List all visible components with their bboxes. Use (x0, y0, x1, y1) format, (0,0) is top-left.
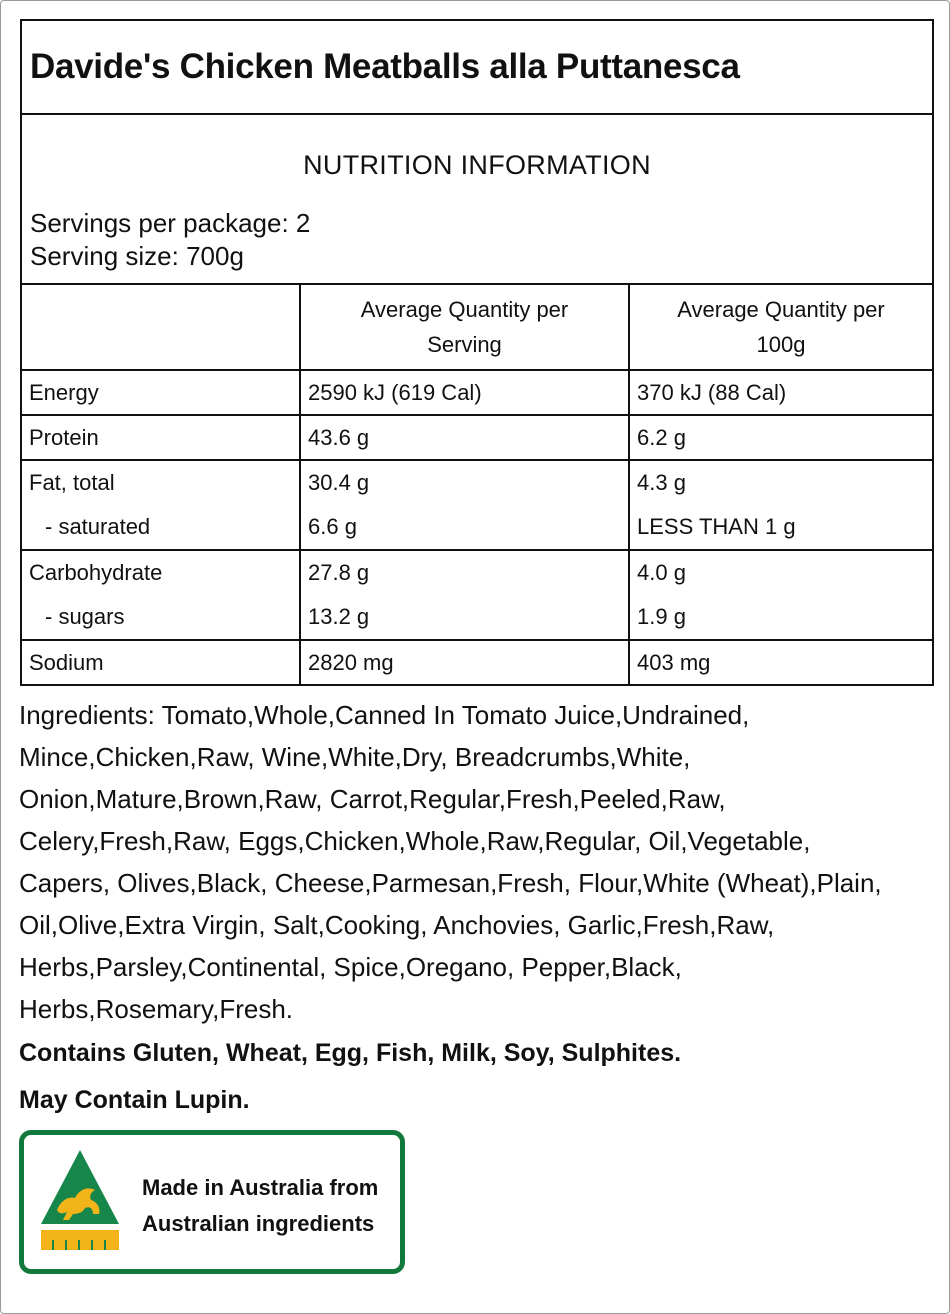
carbohydrate-label: Carbohydrate (29, 560, 163, 585)
badge-text-line1: Made in Australia from (142, 1175, 379, 1200)
table-header-row (22, 285, 932, 370)
fat-total-per-serving: 30.4 g (308, 470, 370, 495)
saturated-per-100g: LESS THAN 1 g (637, 514, 796, 539)
australian-made-kangaroo-icon (39, 1148, 121, 1254)
sodium-label: Sodium (22, 640, 300, 684)
product-title: Davide's Chicken Meatballs alla Puttanesca (30, 47, 740, 86)
australian-made-badge (19, 1130, 405, 1274)
sodium-per-serving: 2820 mg (300, 640, 629, 684)
contains-allergens: Contains Gluten, Wheat, Egg, Fish, Milk, Soy, Sulphites. (19, 1039, 682, 1067)
fat-per-serving-cell (300, 460, 629, 550)
fat-per-100g-cell (629, 460, 932, 550)
ingredients-line: Herbs,Rosemary,Fresh. (19, 994, 294, 1024)
nutrition-table (22, 285, 932, 684)
saturated-label: - saturated (45, 514, 151, 539)
header-per-serving (300, 285, 629, 370)
fat-total-label: Fat, total (29, 470, 115, 495)
carb-label-cell (22, 550, 300, 640)
sugars-label: - sugars (45, 604, 125, 629)
sugars-per-serving: 13.2 g (308, 604, 370, 629)
ingredients-line: Celery,Fresh,Raw, Eggs,Chicken,Whole,Raw,Regular, Oil,Vegetable, (19, 826, 811, 856)
header-per-serving-line2: Serving (427, 332, 502, 357)
ingredients-line: Capers, Olives,Black, Cheese,Parmesan,Fresh, Flour,White (Wheat),Plain, (19, 868, 882, 898)
ingredients-line: Onion,Mature,Brown,Raw, Carrot,Regular,Fresh,Peeled,Raw, (19, 784, 726, 814)
energy-label: Energy (22, 370, 300, 415)
fat-total-per-100g: 4.3 g (637, 470, 686, 495)
servings-per-package: Servings per package: 2 (30, 208, 311, 238)
protein-per-serving: 43.6 g (300, 415, 629, 460)
sugars-per-100g: 1.9 g (637, 604, 686, 629)
fat-label-cell (22, 460, 300, 550)
may-contain-allergens: May Contain Lupin. (19, 1086, 250, 1114)
carb-per-serving-cell (300, 550, 629, 640)
ingredients-line: Mince,Chicken,Raw, Wine,White,Dry, Breadcrumbs,White, (19, 742, 691, 772)
serving-size: Serving size: 700g (30, 241, 244, 271)
header-per-100g-line1: Average Quantity per (677, 297, 885, 322)
table-row-carbohydrate (22, 550, 932, 640)
carbohydrate-per-100g: 4.0 g (637, 560, 686, 585)
table-row-protein (22, 415, 932, 460)
badge-text-line2: Australian ingredients (142, 1211, 375, 1236)
table-row-fat (22, 460, 932, 550)
saturated-per-serving: 6.6 g (308, 514, 357, 539)
header-per-100g-line2: 100g (756, 332, 806, 357)
ingredients-line: Herbs,Parsley,Continental, Spice,Oregano, Pepper,Black, (19, 952, 682, 982)
sodium-per-100g: 403 mg (629, 640, 932, 684)
header-label-cell (22, 285, 300, 370)
nutrition-panel (20, 19, 934, 686)
table-row-energy (22, 370, 932, 415)
nutrition-heading: NUTRITION INFORMATION (303, 150, 651, 180)
header-per-serving-line1: Average Quantity per (360, 297, 569, 322)
nutrition-info-box (22, 115, 932, 285)
ingredients-line: Ingredients: Tomato,Whole,Canned In Tomato Juice,Undrained, (19, 700, 750, 730)
carb-per-100g-cell (629, 550, 932, 640)
carbohydrate-per-serving: 27.8 g (308, 560, 370, 585)
ingredients-text (19, 694, 939, 1030)
protein-label: Protein (22, 415, 300, 460)
table-row-sodium (22, 640, 932, 684)
title-box (22, 21, 932, 115)
header-per-100g (629, 285, 932, 370)
protein-per-100g: 6.2 g (629, 415, 932, 460)
energy-per-100g: 370 kJ (88 Cal) (629, 370, 932, 415)
energy-per-serving: 2590 kJ (619 Cal) (300, 370, 629, 415)
ingredients-line: Oil,Olive,Extra Virgin, Salt,Cooking, Anchovies, Garlic,Fresh,Raw, (19, 910, 775, 940)
